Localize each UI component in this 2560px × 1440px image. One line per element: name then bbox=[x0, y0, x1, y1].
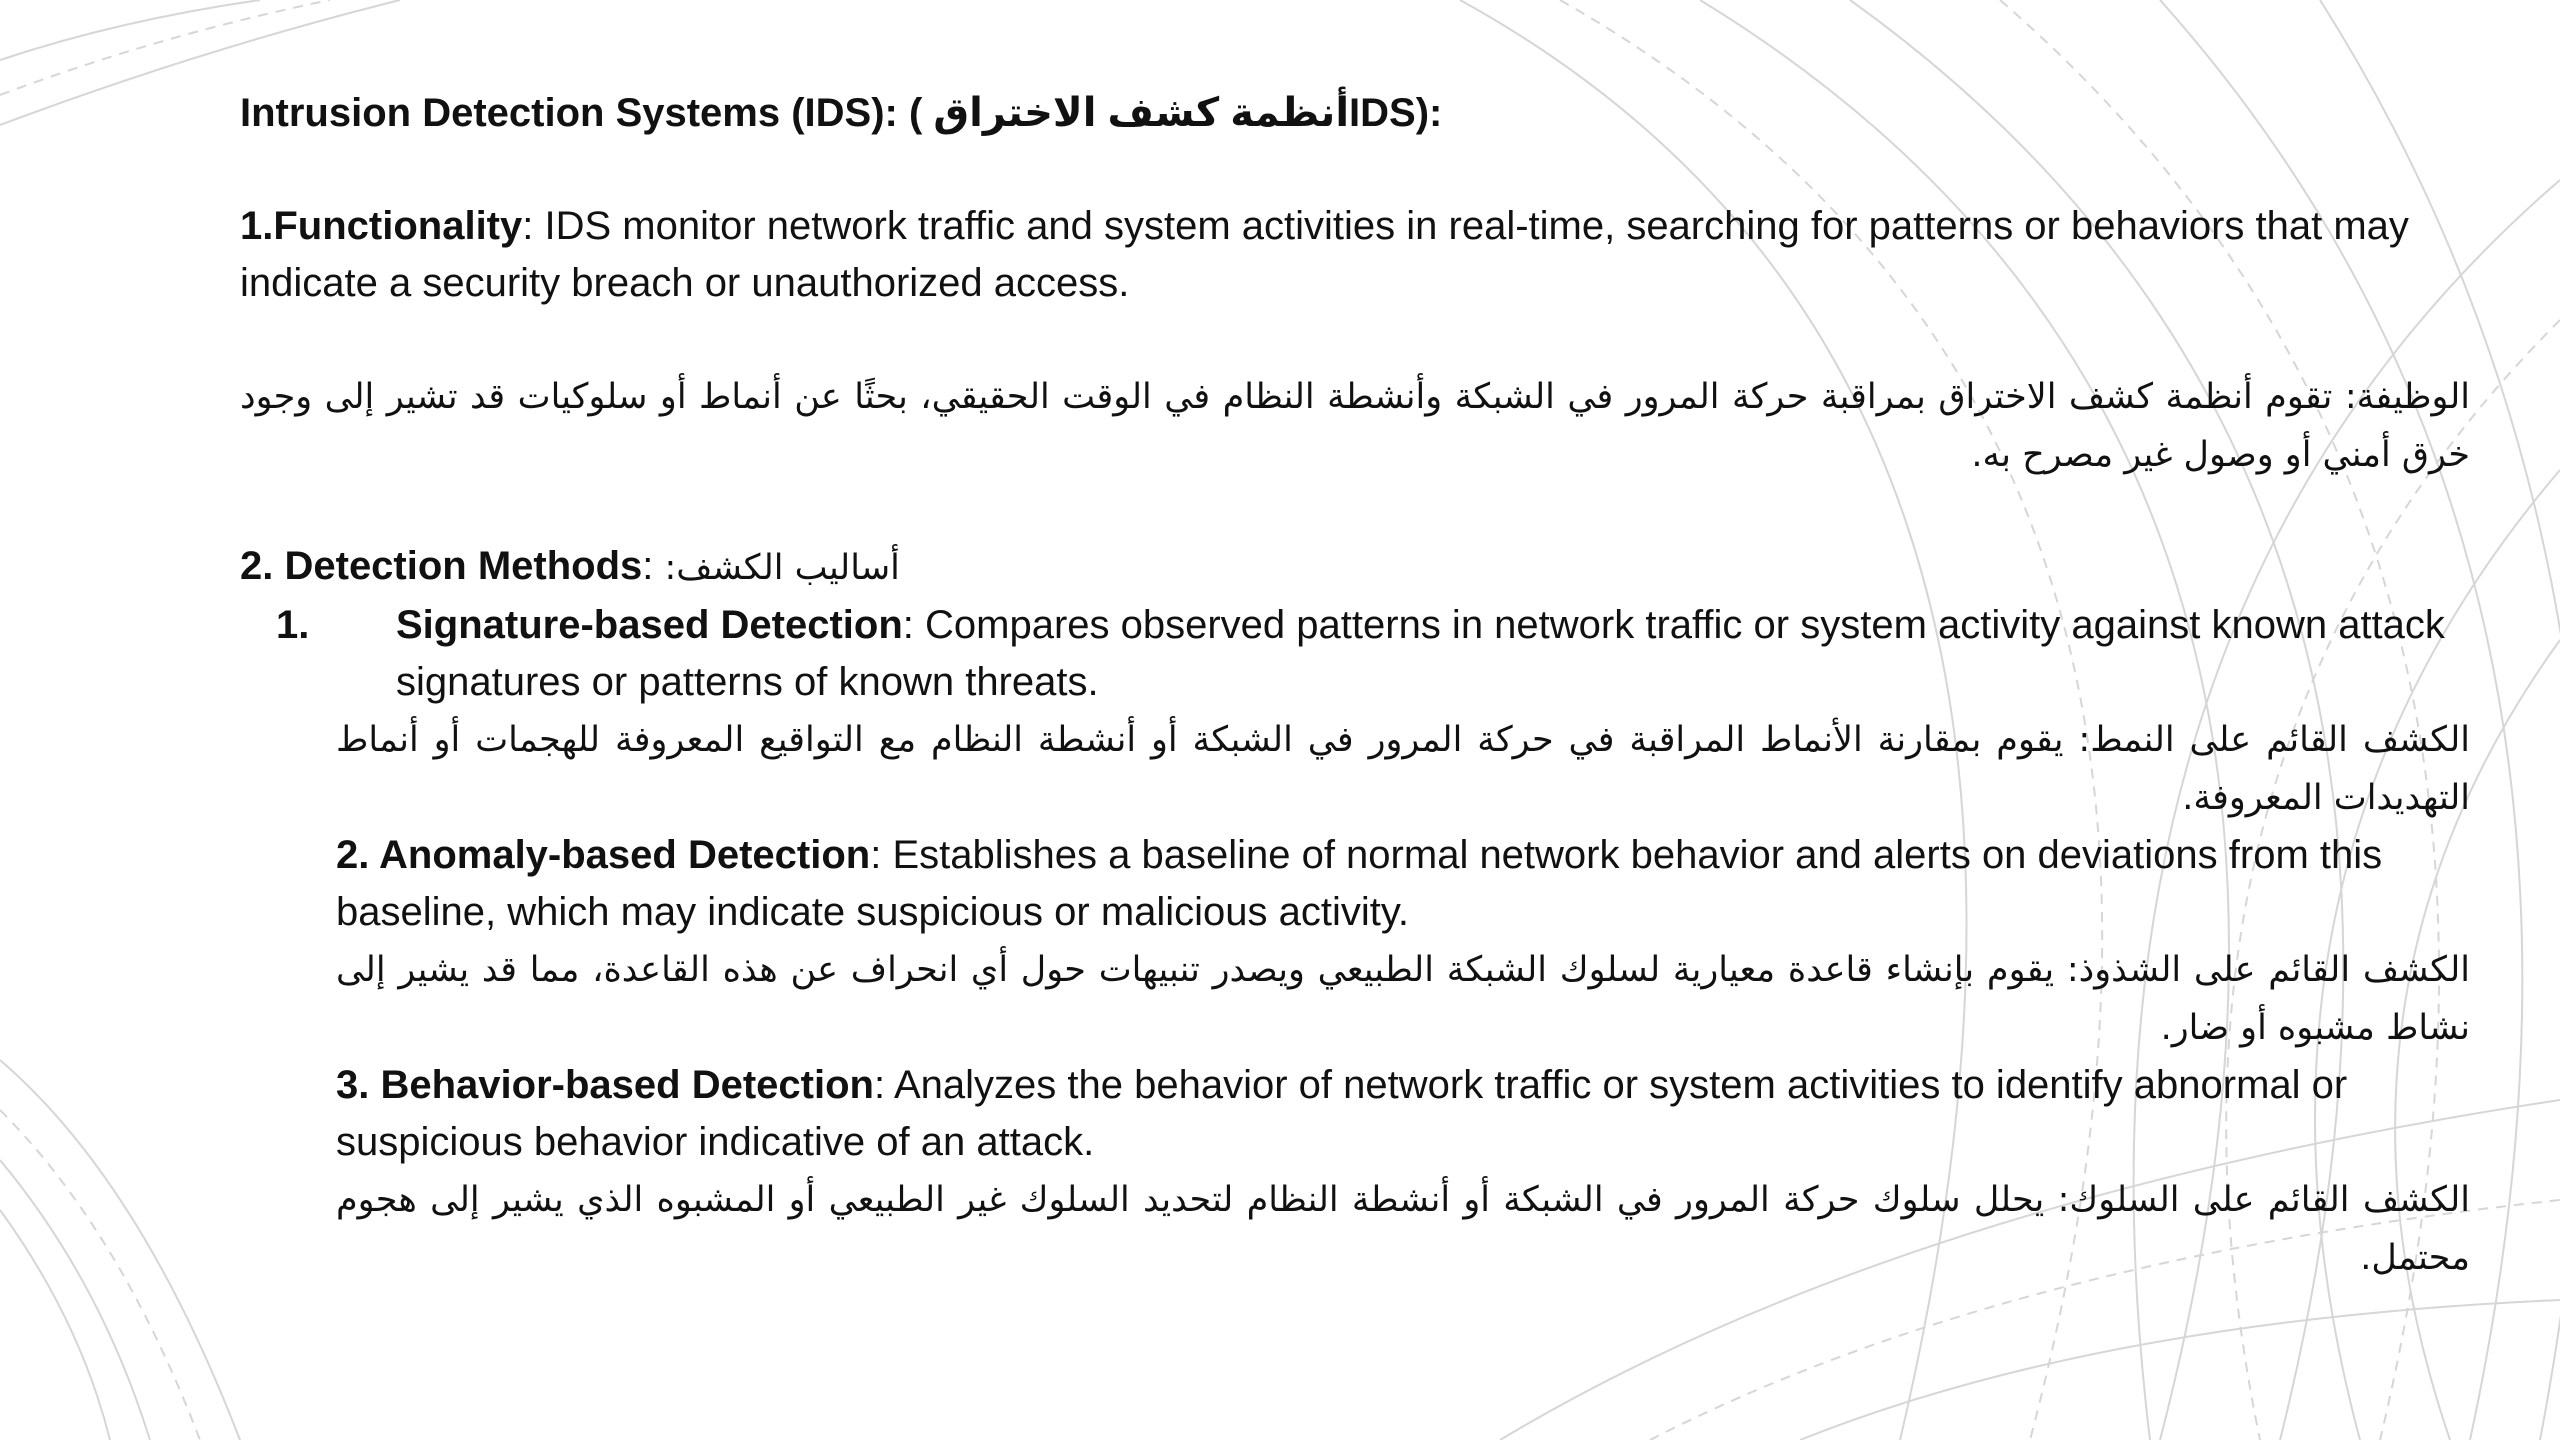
method-item bbox=[336, 827, 2470, 941]
detection-methods-arabic-heading: أساليب الكشف: bbox=[664, 548, 900, 588]
detection-methods-heading bbox=[240, 538, 2470, 597]
method-arabic-text: الكشف القائم على الشذوذ: يقوم بإنشاء قاعدة معيارية لسلوك الشبكة الطبيعي ويصدر تنبيهات حول أي انحراف عن هذه القاعدة، مما قد يشير إلى نشاط مشبوه أو ضار. bbox=[336, 950, 2470, 1048]
slide-content bbox=[240, 80, 2470, 1287]
method-text: : Analyzes the behavior of network traffic or system activities to identify abnormal or suspicious behavior indicative of an attack. bbox=[336, 1063, 2348, 1164]
method-item bbox=[276, 597, 2470, 711]
title-prefix: Intrusion Detection Systems (IDS): ( bbox=[240, 91, 934, 135]
functionality-heading: Functionality bbox=[273, 204, 523, 248]
method-heading: Anomaly-based Detection bbox=[379, 833, 871, 877]
method-item bbox=[336, 1057, 2470, 1171]
title-arabic: أنظمة كشف الاختراق bbox=[933, 91, 1350, 135]
method-text: : Establishes a baseline of normal network behavior and alerts on deviations from this baseline, which may indicate suspicious or malicious activity. bbox=[336, 833, 2383, 934]
title-suffix: IDS): bbox=[1349, 91, 1443, 135]
functionality-paragraph bbox=[240, 198, 2470, 312]
method-arabic-text: الكشف القائم على النمط: يقوم بمقارنة الأنماط المراقبة في حركة المرور في الشبكة أو أنشطة النظام مع التواقيع المعروفة للهجمات أو أنماط التهديدات المعروفة. bbox=[336, 720, 2470, 818]
method-number: 1. bbox=[276, 603, 310, 647]
method-arabic-text: الكشف القائم على السلوك: يحلل سلوك حركة المرور في الشبكة أو أنشطة النظام لتحديد السلوك غير الطبيعي أو المشبوه الذي يشير إلى هجوم محتمل. bbox=[336, 1180, 2470, 1278]
detection-methods-separator: : bbox=[642, 544, 665, 588]
method-heading: Behavior-based Detection bbox=[380, 1063, 874, 1107]
functionality-text: : IDS monitor network traffic and system activities in real-time, searching for patterns or behaviors that may indicate a security breach or unauthorized access. bbox=[240, 204, 2409, 305]
functionality-number: 1. bbox=[240, 204, 274, 248]
detection-methods-number: 2. bbox=[240, 544, 274, 588]
method-number: 2. bbox=[336, 833, 379, 877]
functionality-arabic-paragraph: الوظيفة: تقوم أنظمة كشف الاختراق بمراقبة حركة المرور في الشبكة وأنشطة النظام في الوقت الحقيقي، بحثًا عن أنماط أو سلوكيات قد تشير إلى وجود خرق أمني أو وصول غير مصرح به. bbox=[240, 377, 2470, 475]
method-heading: Signature-based Detection bbox=[396, 603, 903, 647]
method-text: : Compares observed patterns in network traffic or system activity against known attack signatures or patterns of known threats. bbox=[396, 603, 2445, 704]
method-number: 3. bbox=[336, 1063, 381, 1107]
detection-methods-title: Detection Methods bbox=[284, 544, 643, 588]
slide-title bbox=[240, 80, 2470, 146]
